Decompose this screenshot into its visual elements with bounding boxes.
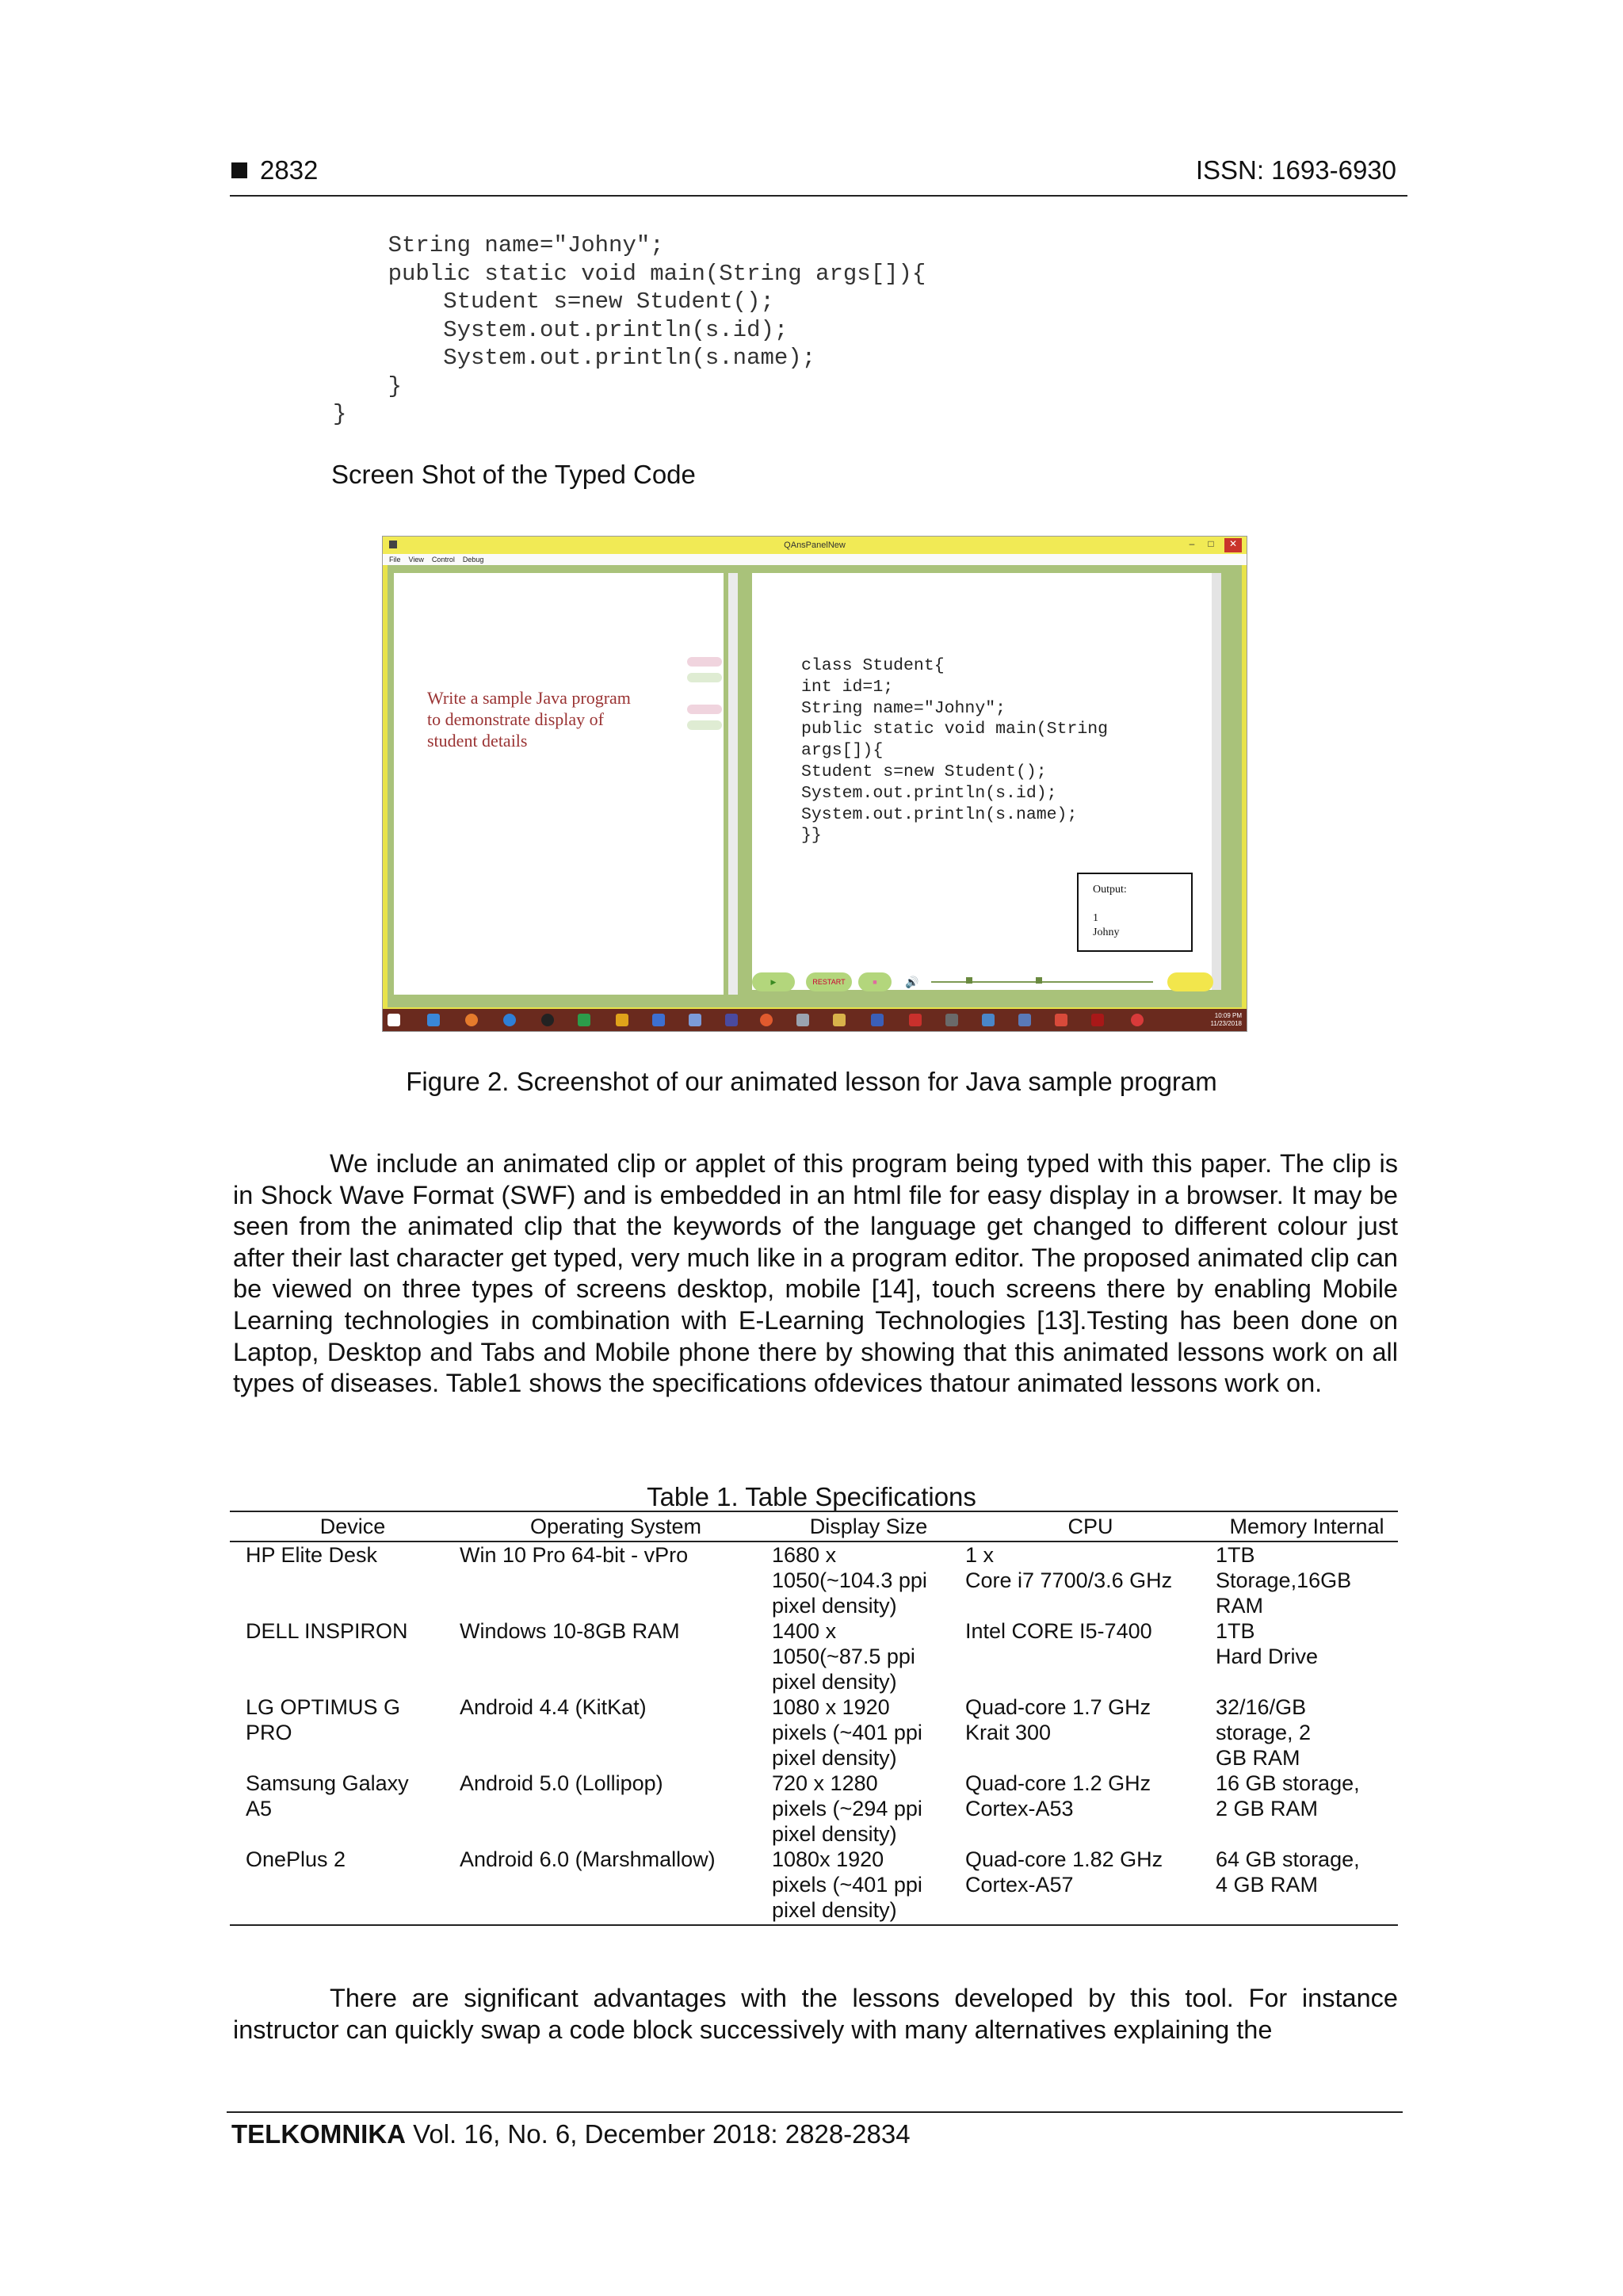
app-icon xyxy=(725,1014,738,1026)
table-cell: Win 10 Pro 64-bit - vPro xyxy=(460,1543,689,1567)
typed-code: class Student{ int id=1; String name="Johny"; public static void main(String args[]){ Student s=new Student(); System.out.println(s.id); System.out.println(s.name); }} xyxy=(801,656,1109,846)
task-panel-scrollbar xyxy=(728,573,738,995)
output-label: Output: xyxy=(1093,884,1127,896)
table-cell: 720 x 1280 pixels (~294 ppi pixel density) xyxy=(772,1771,922,1846)
body-paragraph-2 xyxy=(233,1983,1398,2046)
specifications-table xyxy=(230,1511,1398,1926)
code-panel-scrollbar xyxy=(1212,573,1221,990)
table-cell: LG OPTIMUS G PRO xyxy=(246,1695,401,1744)
clock-date: 11/23/2018 xyxy=(1210,1020,1242,1027)
app-icon xyxy=(871,1014,884,1026)
windows-start-icon xyxy=(388,1014,400,1026)
paragraph-1-text: We include an animated clip or applet of this program being typed with this paper. The clip is in Shock Wave Format (SWF) and is embedded in an html file for easy display in a browser. It may be seen from the animated clip that the keywords of the language get changed to different colour just after their last character get typed, very much like in a program editor. The proposed animated clip can be viewed on three types of screens desktop, mobile [14], touch screens there by enabling Mobile Learning technologies in combination with E-Learning Technologies [13].Testing has been done on Laptop, Desktop and Tabs and Mobile phone there by showing that this animated lessons work on all types of diseases. Table1 shows the specifications ofdevices thatour animated lessons work on. xyxy=(233,1149,1398,1398)
table-cell: Quad-core 1.2 GHz Cortex-A53 xyxy=(965,1771,1151,1820)
app-icon xyxy=(578,1014,590,1026)
col-header-os: Operating System xyxy=(460,1511,772,1541)
task-description: Write a sample Java program to demonstrate display of student details xyxy=(427,688,631,751)
table-cell: OnePlus 2 xyxy=(230,1847,460,1925)
app-icon xyxy=(689,1014,701,1026)
running-header-left xyxy=(231,155,318,185)
app-icon xyxy=(652,1014,665,1026)
stop-icon: ■ xyxy=(858,972,892,991)
clock-time: 10:09 PM xyxy=(1214,1012,1242,1019)
flash-icon xyxy=(1091,1014,1104,1026)
app-icon xyxy=(389,541,397,548)
table-cell: 1 x Core i7 7700/3.6 GHz xyxy=(965,1543,1173,1592)
menu-debug: Debug xyxy=(462,556,484,563)
col-header-display: Display Size xyxy=(772,1511,965,1541)
faded-pill xyxy=(687,673,722,682)
window-title: QAnsPanelNew xyxy=(784,541,846,550)
table-cell: 1680 x 1050(~104.3 ppi pixel density) xyxy=(772,1543,927,1618)
output-line-2: Johny xyxy=(1093,926,1120,938)
table-cell: Quad-core 1.82 GHz Cortex-A57 xyxy=(965,1847,1216,1925)
running-footer xyxy=(231,2119,911,2149)
table-header-row xyxy=(230,1511,1398,1541)
page-number: 2832 xyxy=(260,155,319,185)
minimize-icon: – xyxy=(1189,538,1195,549)
table-cell: Android 5.0 (Lollipop) xyxy=(460,1771,663,1795)
output-line-1: 1 xyxy=(1093,912,1098,924)
app-icon xyxy=(945,1014,958,1026)
figure-caption: Figure 2. Screenshot of our animated lesson for Java sample program xyxy=(406,1067,1217,1096)
output-box xyxy=(1077,873,1193,952)
home-icon xyxy=(427,1014,440,1026)
table-cell: 1400 x 1050(~87.5 ppi pixel density) xyxy=(772,1619,915,1694)
table-cell: 1080 x 1920 pixels (~401 ppi pixel density) xyxy=(772,1695,922,1770)
col-header-memory: Memory Internal xyxy=(1216,1511,1398,1541)
table-cell: Android 4.4 (KitKat) xyxy=(460,1695,647,1719)
table-cell: 1TB Storage,16GB RAM xyxy=(1216,1543,1352,1618)
slider-thumb xyxy=(966,977,972,984)
app-icon xyxy=(1055,1014,1067,1026)
col-header-device: Device xyxy=(230,1511,460,1541)
taskbar-clock xyxy=(1211,1012,1242,1028)
table-cell: DELL INSPIRON xyxy=(246,1619,408,1643)
code-caption: Screen Shot of the Typed Code xyxy=(331,460,696,489)
body-paragraph-1 xyxy=(233,1148,1398,1400)
windows-taskbar xyxy=(383,1009,1247,1031)
maximize-icon: □ xyxy=(1208,538,1214,549)
journal-issue: Vol. 16, No. 6, December 2018: 2828-2834 xyxy=(405,2119,911,2149)
lesson-screenshot xyxy=(382,536,1247,1032)
slider-thumb xyxy=(1036,977,1042,984)
volume-icon: 🔊 xyxy=(905,976,919,988)
table-row xyxy=(230,1771,1398,1847)
menu-control: Control xyxy=(431,556,455,563)
table-row xyxy=(230,1618,1398,1694)
app-icon xyxy=(541,1014,554,1026)
type-speed-badge xyxy=(1167,972,1213,991)
table-cell: Samsung Galaxy A5 xyxy=(246,1771,409,1820)
table-row xyxy=(230,1541,1398,1618)
firefox-icon xyxy=(465,1014,478,1026)
table-cell: 32/16/GB storage, 2 GB RAM xyxy=(1216,1695,1312,1770)
app-icon xyxy=(796,1014,809,1026)
table-cell: 1080x 1920 pixels (~401 ppi pixel density) xyxy=(772,1847,965,1925)
table-cell: Quad-core 1.7 GHz Krait 300 xyxy=(965,1695,1151,1744)
paragraph-2-text: There are significant advantages with the lessons developed by this tool. For instance instructor can quickly swap a code block successively with many alternatives explaining the xyxy=(233,1984,1398,2044)
menu-file: File xyxy=(389,556,401,563)
folder-icon xyxy=(833,1014,846,1026)
table-cell: Android 6.0 (Marshmallow) xyxy=(460,1847,772,1925)
table-cell: Intel CORE I5-7400 xyxy=(965,1619,1152,1643)
table-row xyxy=(230,1694,1398,1771)
table-cell: Windows 10-8GB RAM xyxy=(460,1619,680,1643)
square-bullet-icon xyxy=(231,162,247,178)
play-icon: ▶ xyxy=(752,972,795,991)
speed-slider-track xyxy=(931,981,1153,983)
faded-pill xyxy=(687,720,722,730)
task-panel xyxy=(394,573,724,995)
table-cell: HP Elite Desk xyxy=(246,1543,378,1567)
table-caption: Table 1. Table Specifications xyxy=(647,1482,976,1511)
playback-controls xyxy=(752,966,1221,993)
app-icon xyxy=(616,1014,628,1026)
ie-icon xyxy=(503,1014,516,1026)
table-row xyxy=(230,1847,1398,1925)
faded-pill xyxy=(687,657,722,667)
window-titlebar xyxy=(383,537,1247,554)
col-header-cpu: CPU xyxy=(965,1511,1216,1541)
footer-rule xyxy=(227,2111,1403,2113)
close-icon: ✕ xyxy=(1224,538,1242,552)
app-icon xyxy=(1018,1014,1031,1026)
table-cell: 16 GB storage, 2 GB RAM xyxy=(1216,1771,1360,1820)
issn: ISSN: 1693-6930 xyxy=(1195,155,1396,185)
app-icon xyxy=(909,1014,922,1026)
app-icon xyxy=(1131,1014,1144,1026)
faded-pill xyxy=(687,705,722,714)
menu-view: View xyxy=(408,556,424,563)
table-cell: 1TB Hard Drive xyxy=(1216,1619,1319,1668)
table-cell: 64 GB storage, 4 GB RAM xyxy=(1216,1847,1398,1925)
menu-bar xyxy=(383,554,1247,565)
code-listing: String name="Johny"; public static void main(String args[]){ Student s=new Student(); System.out.println(s.id); System.out.println(s.name); } } xyxy=(333,232,926,427)
app-icon xyxy=(982,1014,995,1026)
header-rule xyxy=(230,195,1407,197)
journal-name: TELKOMNIKA xyxy=(231,2119,406,2149)
chrome-icon xyxy=(760,1014,773,1026)
restart-button: RESTART xyxy=(806,972,852,991)
